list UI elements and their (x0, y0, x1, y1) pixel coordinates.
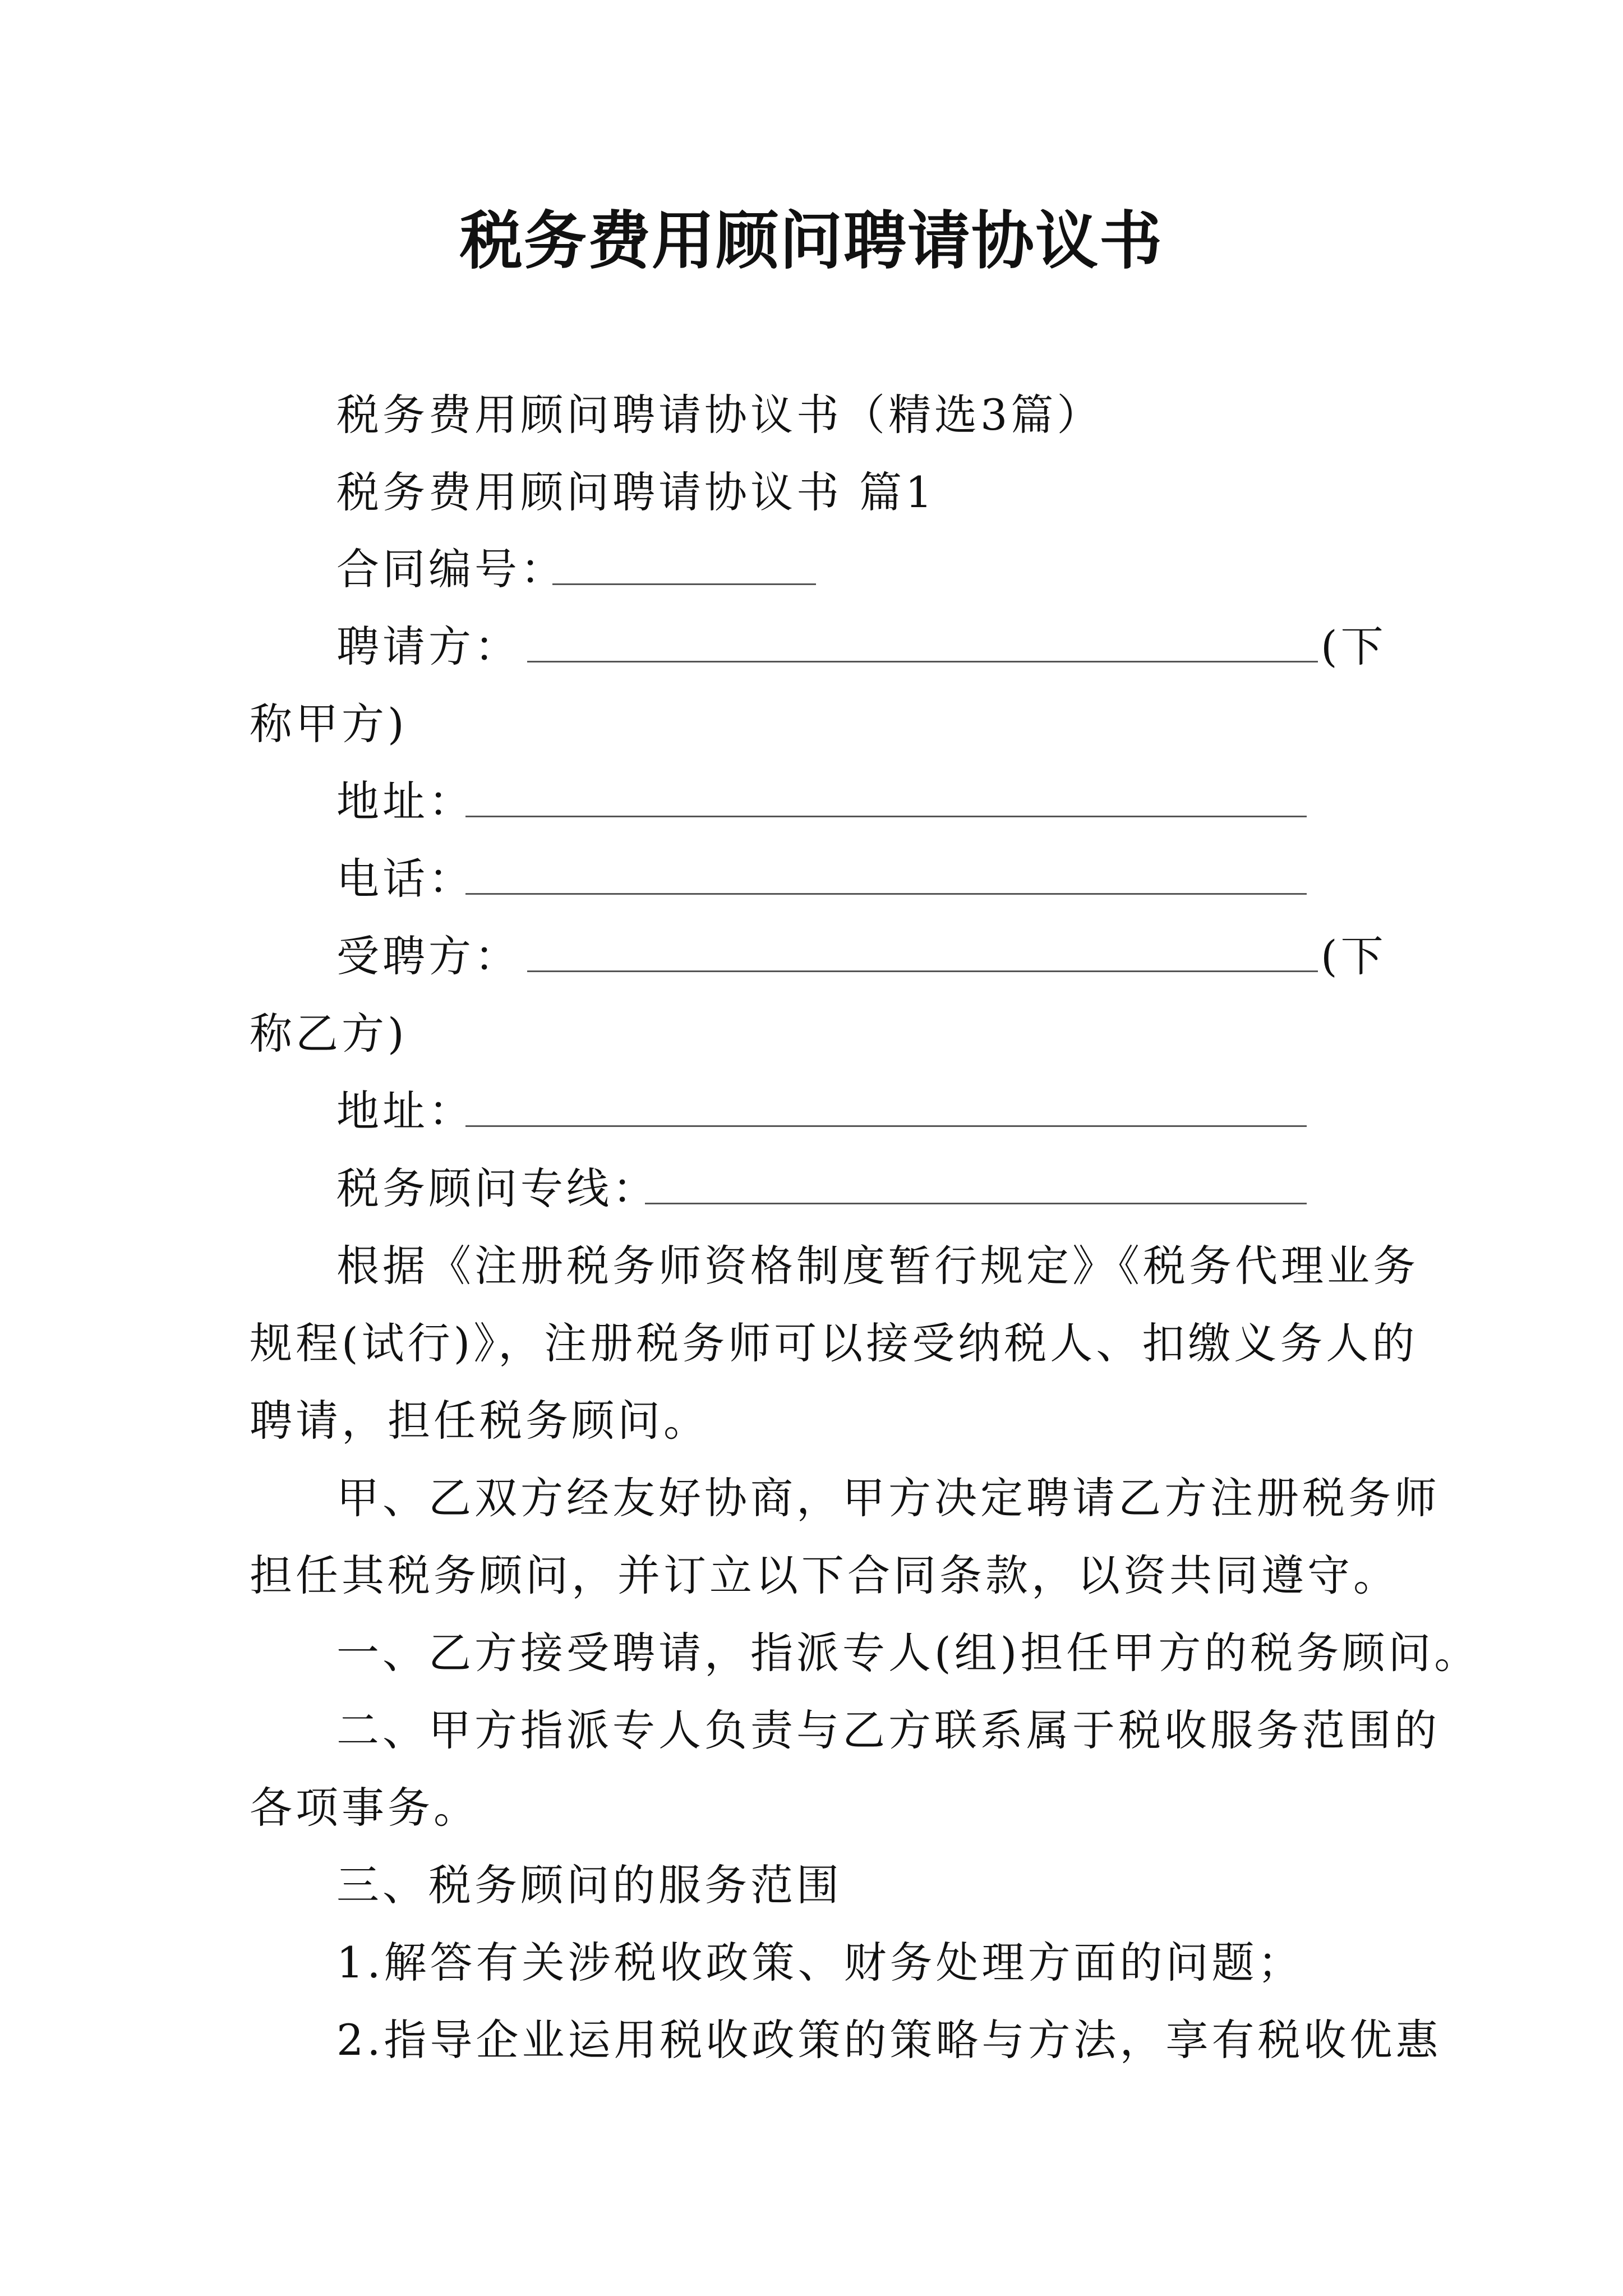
paragraph-line: 三、税务顾问的服务范围 (336, 1860, 842, 1910)
employee-suffix: (下 (1321, 931, 1387, 981)
employer-blank (527, 661, 1318, 662)
paragraph-line: 一、乙方接受聘请，指派专人(组)担任甲方的税务顾问。 (336, 1628, 1481, 1678)
paragraph-line: 规程(试行)》，注册税务师可以接受纳税人、扣缴义务人的 (250, 1318, 1418, 1368)
employee-address-blank (465, 1125, 1307, 1127)
paragraph-line: 各项事务。 (250, 1783, 479, 1833)
employee-address-label: 地址： (336, 1086, 474, 1136)
paragraph-line: 根据《注册税务师资格制度暂行规定》《税务代理业务 (336, 1241, 1419, 1291)
employer-suffix-cont: 称甲方) (250, 699, 408, 749)
employer-label: 聘请方： (336, 622, 520, 671)
employer-phone-label: 电话： (336, 854, 474, 904)
employer-suffix: (下 (1321, 622, 1387, 671)
employer-address-label: 地址： (336, 776, 474, 826)
contract-no-blank (552, 583, 816, 585)
paragraph-line: 2.指导企业运用税收政策的策略与方法，享有税收优惠 (336, 2015, 1442, 2065)
employee-blank (527, 970, 1318, 972)
document-title: 税务费用顾问聘请协议书 (460, 205, 1163, 278)
employee-label: 受聘方： (336, 931, 520, 981)
hotline-label: 税务顾问专线： (336, 1163, 658, 1213)
contract-no-label: 合同编号： (336, 544, 566, 594)
subtitle: 税务费用顾问聘请协议书（精选3篇） (336, 390, 1103, 440)
employer-address-blank (465, 816, 1307, 817)
paragraph-line: 担任其税务顾问，并订立以下合同条款，以资共同遵守。 (250, 1550, 1399, 1600)
paragraph-line: 甲、乙双方经友好协商，甲方决定聘请乙方注册税务师 (336, 1473, 1440, 1523)
section-heading: 税务费用顾问聘请协议书 篇1 (336, 467, 936, 517)
employee-suffix-cont: 称乙方) (250, 1009, 408, 1059)
paragraph-line: 二、甲方指派专人负责与乙方联系属于税收服务范围的 (336, 1705, 1440, 1755)
paragraph-line: 聘请，担任税务顾问。 (250, 1396, 709, 1446)
paragraph-line: 1.解答有关涉税收政策、财务处理方面的问题； (336, 1938, 1304, 1987)
employer-phone-blank (465, 893, 1307, 895)
hotline-blank (645, 1203, 1307, 1204)
